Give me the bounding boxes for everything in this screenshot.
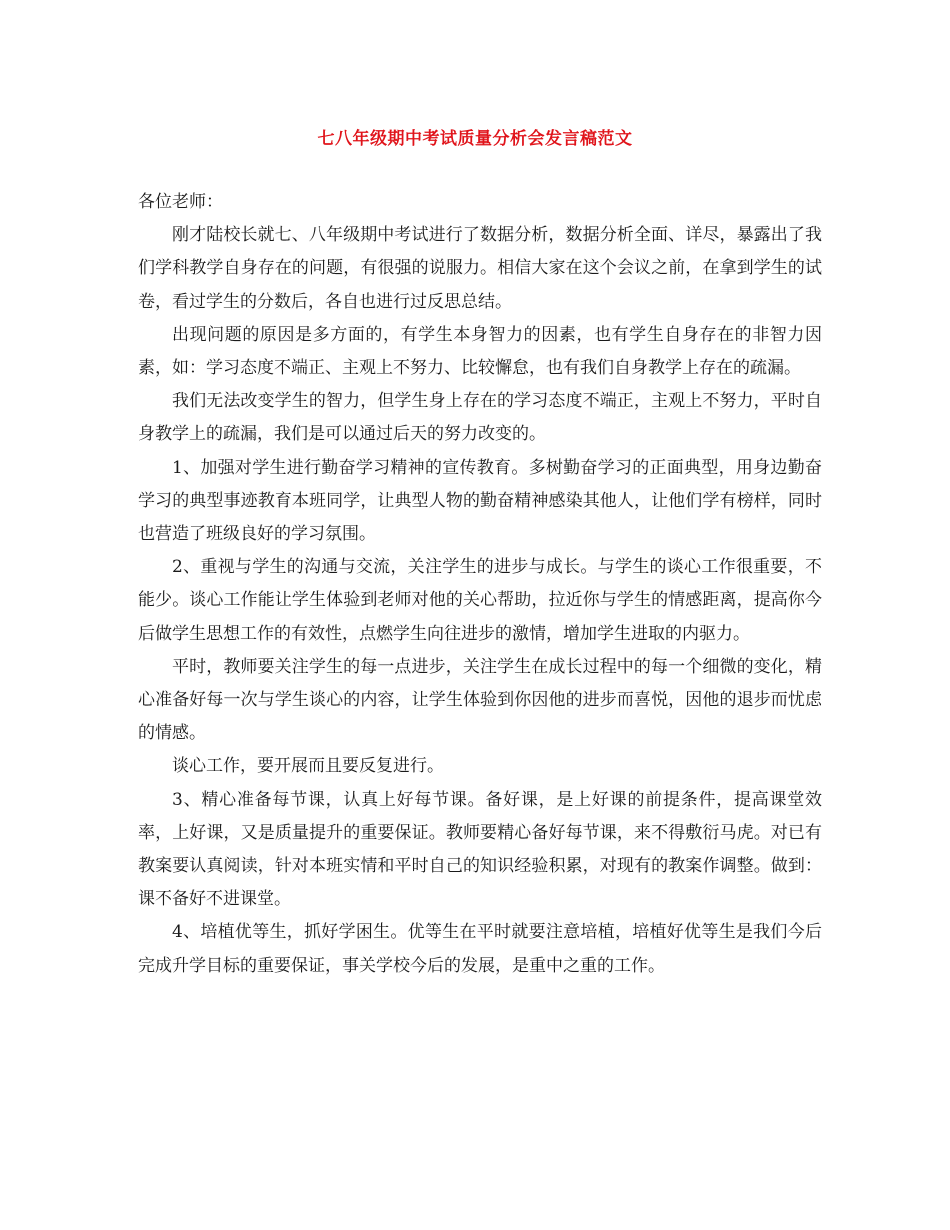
paragraph: 1、加强对学生进行勤奋学习精神的宣传教育。多树勤奋学习的正面典型，用身边勤奋学习的典型事迹教育本班同学，让典型人物的勤奋精神感染其他人，让他们学有榜样，同时也营造了班级良好的学习氛围。 — [138, 457, 822, 545]
paragraph: 3、精心准备每节课，认真上好每节课。备好课，是上好课的前提条件，提高课堂效率，上好课，又是质量提升的重要保证。教师要精心备好每节课，来不得敷衍马虎。对已有教案要认真阅读，针对本班实情和平时自己的知识经验积累，对现有的教案作调整。做到：课不备好不进课堂。 — [138, 789, 822, 910]
document-body — [138, 186, 822, 983]
paragraph: 4、培植优等生，抓好学困生。优等生在平时就要注意培植，培植好优等生是我们今后完成升学目标的重要保证，事关学校今后的发展，是重中之重的工作。 — [138, 922, 822, 976]
paragraph: 我们无法改变学生的智力，但学生身上存在的学习态度不端正，主观上不努力，平时自身教学上的疏漏，我们是可以通过后天的努力改变的。 — [138, 391, 822, 445]
paragraph: 谈心工作，要开展而且要反复进行。 — [172, 756, 444, 777]
paragraph: 2、重视与学生的沟通与交流，关注学生的进步与成长。与学生的谈心工作很重要，不能少。谈心工作能让学生体验到老师对他的关心帮助，拉近你与学生的情感距离，提高你今后做学生思想工作的有效性，点燃学生向往进步的激情，增加学生进取的内驱力。 — [138, 557, 822, 644]
paragraph: 刚才陆校长就七、八年级期中考试进行了数据分析，数据分析全面、详尽，暴露出了我们学科教学自身存在的问题，有很强的说服力。相信大家在这个会议之前，在拿到学生的试卷，看过学生的分数后，各自也进行过反思总结。 — [138, 225, 822, 312]
paragraph: 出现问题的原因是多方面的，有学生本身智力的因素，也有学生自身存在的非智力因素，如：学习态度不端正、主观上不努力、比较懈怠，也有我们自身教学上存在的疏漏。 — [138, 324, 822, 379]
paragraph: 平时，教师要关注学生的每一点进步，关注学生在成长过程中的每一个细微的变化，精心准备好每一次与学生谈心的内容，让学生体验到你因他的进步而喜悦，因他的退步而忧虑的情感。 — [138, 656, 822, 744]
salutation: 各位老师： — [138, 192, 223, 212]
document-title: 七八年级期中考试质量分析会发言稿范文 — [317, 129, 633, 149]
